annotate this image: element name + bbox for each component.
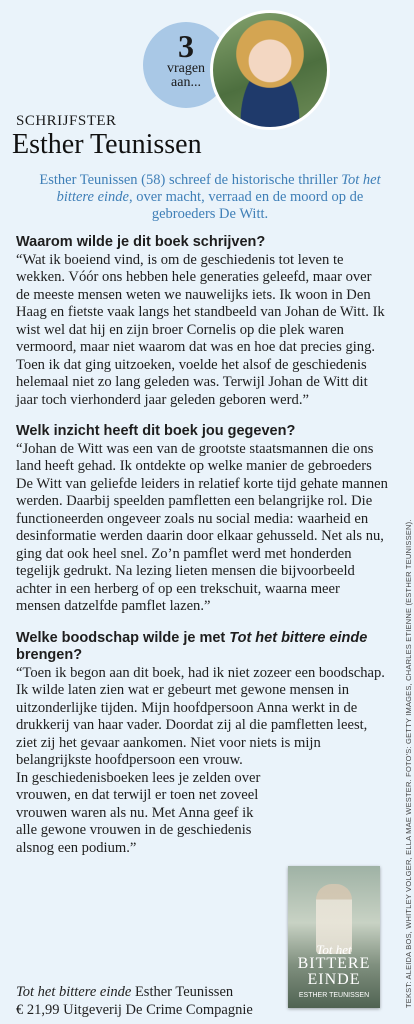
book-info-title: Tot het bittere einde xyxy=(16,984,132,1000)
badge-line-1: vragen xyxy=(166,61,206,76)
book-info-line-1 xyxy=(16,984,253,1002)
question-1: Waarom wilde je dit boek schrijven? xyxy=(16,234,266,250)
answer-1: “Wat ik boeiend vind, is om de geschiedenis tot leven te wekken. Vóór ons hebben hele generaties geleefd, maar over de meeste mensen weten we nauwelijks iets. Ik woon in Den Haag en fietste vaak langs het standbeeld van Johan de Witt. Ik wist wel dat hij en zijn broer Cornelis op die plek waren vermoord, maar niet waarom dat was en hoe dat precies ging. Toen ik dat ging uitzoeken, voelde het alsof de geschiedenis helemaal niet zo lang geleden was. Terwijl Johan de Witt dit jaar toch vierhonderd jaar geleden geboren werd.” xyxy=(16,251,385,408)
intro-part-2: , over macht, verraad en de moord op de gebroeders De Witt. xyxy=(129,189,364,222)
book-info-price: € 21,99 Uitgeverij De Crime Compagnie xyxy=(16,1001,253,1018)
question-3 xyxy=(16,630,388,665)
intro-text xyxy=(30,172,390,223)
author-portrait xyxy=(210,10,330,130)
intro-part-1: Esther Teunissen (58) schreef de historische thriller xyxy=(39,172,338,188)
qa-section xyxy=(16,234,388,871)
question-3-suffix: brengen? xyxy=(16,647,83,663)
question-3-title: Tot het bittere einde xyxy=(229,629,368,646)
cover-title-line-2: BITTERE EINDE xyxy=(297,955,371,988)
book-info xyxy=(16,984,253,1019)
book-cover-image xyxy=(288,866,380,1008)
badge-number: 3 xyxy=(178,28,194,64)
kicker-label: SCHRIJFSTER xyxy=(16,113,117,129)
badge-line-2: aan... xyxy=(171,75,201,90)
answer-3-full: “Toen ik begon aan dit boek, had ik niet zozeer een boodschap. Ik wilde laten zien wat er gebeurt met gewone mensen in uitzonderlijke tijden. Mijn hoofdpersoon Anna werkt in de drukkerij van haar vader. Doordat zij al die pamfletten leest, ziet zij het gevaar aankomen. Niet voor niets is mijn belangrijkste hoofdpersoon een vrouw. xyxy=(16,664,385,768)
answer-3-narrow: In geschiedenisboeken lees je zelden over vrouwen, en dat terwijl er toen net zoveel vrouwen waren als nu. Met Anna geef ik alle gewone vrouwen in de geschiedenis alsnog een podium.” xyxy=(16,769,261,856)
question-3-prefix: Welke boodschap wilde je met xyxy=(16,629,230,646)
intro-book-title: Tot het bittere einde xyxy=(56,172,381,205)
photo-credit: TEKST: ALEIDA BOS, WHITLEY VOLGER, ELLA MAE WESTER. FOTO'S: GETTY IMAGES, CHARLES ETIENNE (ESTHER TEUNISSEN). xyxy=(404,519,413,1008)
book-info-author: Esther Teunissen xyxy=(131,984,234,1000)
cover-author: ESTHER TEUNISSEN xyxy=(298,992,370,999)
answer-3 xyxy=(16,665,388,858)
answer-2: “Johan de Witt was een van de grootste staatsmannen die ons land heeft gehad. Ik ontdekte op welke manier de gebroeders De Witt van geliefde leiders in relatief korte tijd gehate mannen werden. Daarbij speelden pamfletten een belangrijke rol. Die functioneerden ongeveer zoals nu social media: waarheid en desinformatie werden daarin door elkaar gehusseld. Net als nu, ging dat ook heel snel. Zo’n pamflet werd met honderden tegelijk gedrukt. Na lezing lieten mensen die bijvoorbeeld achter in een herberg of op een trekschuit, waarna meer mensen datzelfde pamflet lazen.” xyxy=(16,440,388,614)
cover-title-line-1: Tot het xyxy=(316,942,352,957)
question-2: Welk inzicht heeft dit boek jou gegeven? xyxy=(16,423,296,439)
author-name-heading: Esther Teunissen xyxy=(12,129,202,160)
